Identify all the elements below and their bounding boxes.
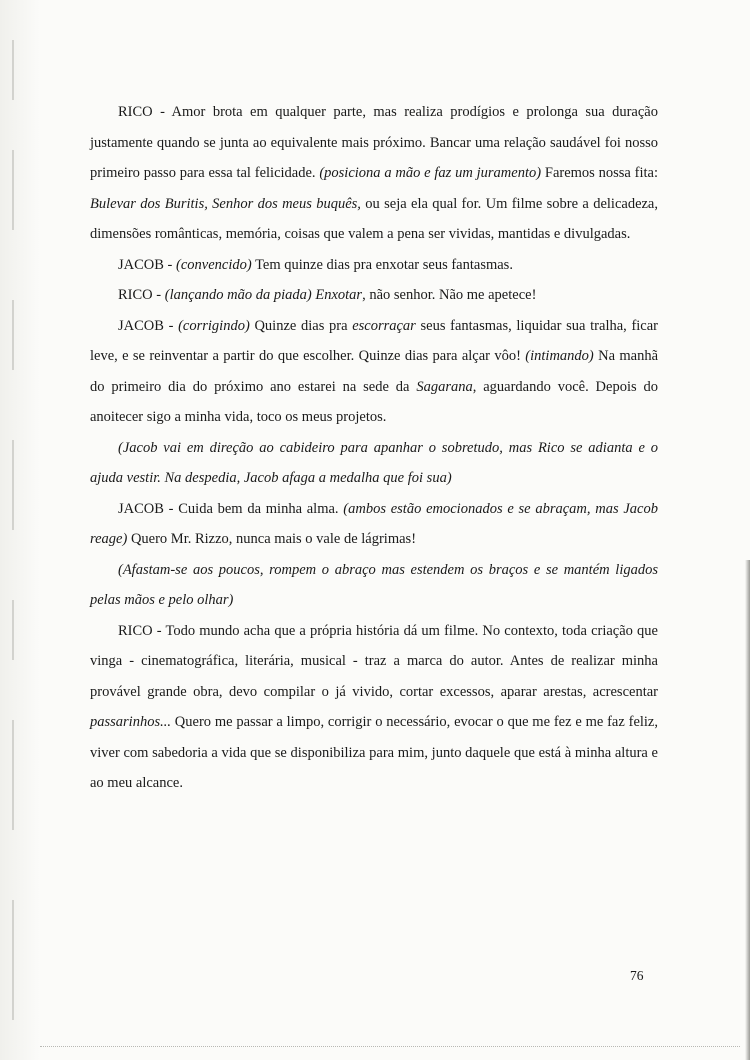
script-text-body bbox=[90, 97, 658, 799]
scan-binding-margin bbox=[0, 0, 40, 1060]
paragraph-jacob-1: JACOB - (convencido) Tem quinze dias pra enxotar seus fantasmas. bbox=[118, 256, 513, 273]
stage-direction-1: (Jacob vai em direção ao cabideiro para apanhar o sobretudo, mas Rico se adianta e o ajuda vestir. Na despedia, Jacob afaga a medalha que foi sua) bbox=[90, 439, 658, 486]
page-number: 76 bbox=[630, 968, 644, 983]
paragraph-rico-2: RICO - (lançando mão da piada) Enxotar, não senhor. Não me apetece! bbox=[118, 287, 537, 303]
stage-direction-2: (Afastam-se aos poucos, rompem o abraço mas estendem os braços e se mantém ligados pelas mãos e pelo olhar) bbox=[90, 561, 658, 608]
scan-edge-shadow bbox=[745, 560, 750, 1060]
paragraph-rico-1: RICO - Amor brota em qualquer parte, mas realiza prodígios e prolonga sua duração justamente quando se junta ao equivalente mais próximo. Bancar uma relação saudável foi nosso primeiro passo para essa tal felicidade. (posiciona a mão e faz um juramento) Faremos nossa fita: Bulevar dos Buritis, Senhor dos meus buquês, ou seja ela qual for. Um filme sobre a delicadeza, dimensões românticas, memória, coisas que valem a pena ser vividas, mantidas e divulgadas. bbox=[90, 104, 658, 242]
paragraph-jacob-3: JACOB - Cuida bem da minha alma. (ambos estão emocionados e se abraçam, mas Jacob reage) Quero Mr. Rizzo, nunca mais o vale de lágrimas! bbox=[90, 500, 658, 547]
paragraph-rico-3: RICO - Todo mundo acha que a própria história dá um filme. No contexto, toda criação que vinga - cinematográfica, literária, musical - traz a marca do autor. Antes de realizar minha provável grande obra, devo compilar o já vivido, cortar excessos, aparar arestas, acrescentar passarinhos... Quero me passar a limpo, corrigir o necessário, evocar o que me fez e me faz feliz, viver com sabedoria a vida que se disponibiliza para mim, junto daquele que está à minha altura e ao meu alcance. bbox=[90, 622, 658, 791]
scan-bottom-border bbox=[40, 1046, 740, 1047]
paragraph-jacob-2: JACOB - (corrigindo) Quinze dias pra escorraçar seus fantasmas, liquidar sua tralha, ficar leve, e se reinventar a partir do que escolher. Quinze dias para alçar vôo! (intimando) Na manhã do primeiro dia do próximo ano estarei na sede da Sagarana, aguardando você. Depois do anoitecer sigo a minha vida, toco os meus projetos. bbox=[90, 317, 659, 425]
